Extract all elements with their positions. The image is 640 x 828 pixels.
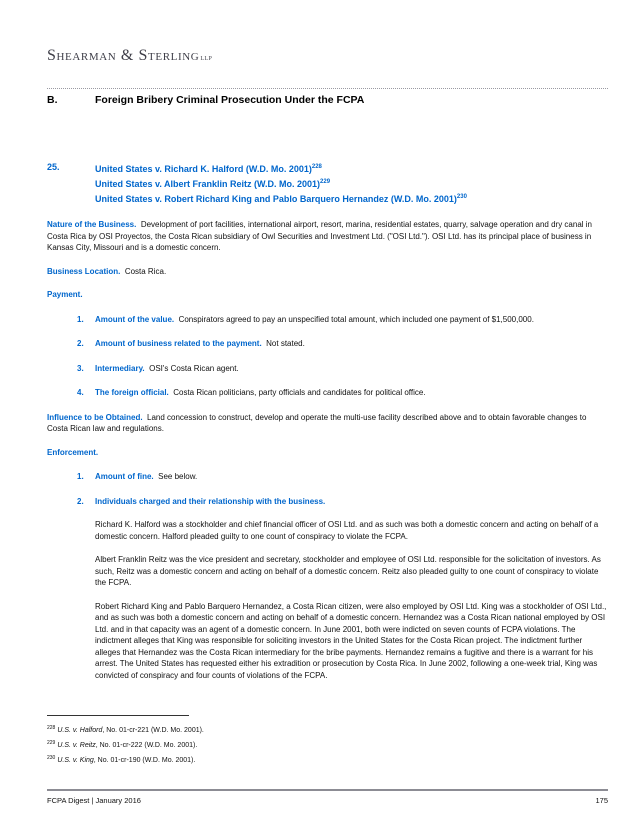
footnote-229 (47, 738, 608, 753)
header-divider (47, 88, 608, 89)
footnote-citation: , No. 01-cr-222 (W.D. Mo. 2001). (95, 742, 198, 749)
business-location-text: Costa Rica. (124, 266, 167, 276)
halford-paragraph: Richard K. Halford was a stockholder and chief financial officer of OSI Ltd. and as such was both a domestic concern and acting on behalf of a domestic concern. Halford pleaded guilty to one count of conspiracy to violate the FCPA. (95, 520, 599, 541)
nature-of-business-text: Development of port facilities, international airport, resort, marina, residential estates, quarry, salvage operation and dry canal in Costa Rica by OSI Proyectos, the Costa Rican subsidiary of Owl Securities and Investment Ltd. ("OSI Ltd."). OSI Ltd. has its principal place of business in Kansas City, Missouri and is a domestic concern. (47, 220, 593, 252)
footer-publication: FCPA Digest | January 2016 (47, 796, 141, 805)
footnote-ref: 229 (320, 179, 331, 185)
item-number: 2. (77, 339, 84, 348)
footnote-ref: 230 (456, 194, 467, 200)
footnote-case-name: U.S. v. King (57, 757, 94, 764)
case-number: 25. (47, 162, 60, 172)
case-title-text: United States v. Richard K. Halford (W.D. Mo. 2001) (95, 164, 312, 174)
payment-heading: Payment. (47, 290, 83, 299)
item-number: 1. (77, 314, 84, 324)
case-heading (47, 162, 608, 207)
item-number: 3. (77, 363, 84, 373)
footnote-228 (47, 723, 608, 738)
item-number: 1. (77, 472, 84, 481)
footnote-number: 230 (47, 754, 56, 761)
item-text: Amount of business related to the payment. Not stated. (95, 339, 305, 348)
business-location-paragraph (47, 266, 608, 278)
enforcement-item-2 (77, 496, 608, 508)
king-hernandez-paragraph: Robert Richard King and Pablo Barquero Hernandez, a Costa Rican citizen, were also employed by OSI Ltd. King was a stockholder of OSI Ltd., and as such was both a domestic concern and acting on behalf of a domestic concern. Hernandez was a Costa Rican national employed by OSI Ltd. and in that capacity was an agent of a domestic concern. In June 2001, both were indicted on seven counts of FCPA violations. The indictment alleges that King was responsible for soliciting investors in the United States for the Costa Rican project. The indictment further alleges that Hernandez was the Costa Rican intermediary for the bribe payments. Hernandez remains a fugitive and there is a warrant for his arrest. The United States has requested either his extradition or prosecution by Costa Rica. In June 2002, following a one-week trial, King was convicted of conspiracy and four counts of violations of the FCPA. (95, 601, 607, 680)
item-text: Amount of fine. See below. (95, 472, 198, 481)
enforcement-item-1 (77, 471, 608, 483)
case-title (95, 162, 608, 177)
firm-logo-llp: llp (200, 53, 213, 62)
footnote-230 (47, 753, 608, 768)
section-heading (47, 94, 608, 106)
payment-item-2 (77, 338, 608, 350)
document-body (47, 162, 608, 681)
case-title-list (95, 162, 608, 207)
footnote-divider (47, 715, 189, 716)
page-footer (47, 796, 608, 805)
payment-item-4 (77, 387, 608, 399)
footnotes-section (47, 715, 608, 768)
footnote-number: 228 (47, 724, 56, 731)
influence-paragraph (47, 412, 608, 435)
footnote-ref: 228 (311, 164, 322, 170)
footnote-citation: , No. 01-cr-221 (W.D. Mo. 2001). (102, 727, 204, 734)
reitz-paragraph: Albert Franklin Reitz was the vice president and secretary, stockholder and employee of OSI Ltd. responsible for the solicitation of investors. As such, Reitz was a domestic concern and acting on behalf of a domestic concern. Reitz also pleaded guilty to one count of conspiracy to violate the FCPA. (95, 555, 601, 587)
business-location-label: Business Location. (47, 266, 121, 276)
case-title-text: United States v. Robert Richard King and Pablo Barquero Hernandez (W.D. Mo. 2001) (95, 194, 457, 204)
enforcement-heading: Enforcement. (47, 447, 99, 457)
section-title: Foreign Bribery Criminal Prosecution Under the FCPA (95, 94, 365, 106)
footnote-number: 229 (47, 739, 56, 746)
firm-logo-name: Shearman & Sterling (47, 47, 200, 64)
payment-item-1 (77, 314, 608, 326)
firm-logo (47, 47, 212, 65)
item-number: 4. (77, 388, 84, 397)
item-number: 2. (77, 496, 84, 506)
footnote-case-name: U.S. v. Reitz (57, 742, 96, 749)
footer-page-number: 175 (595, 796, 608, 805)
item-text: Intermediary. OSI's Costa Rican agent. (95, 363, 239, 373)
payment-item-3 (77, 363, 608, 375)
item-text: Amount of the value. Conspirators agreed to pay an unspecified total amount, which included one payment of $1,500,000. (95, 314, 534, 324)
nature-of-business-label: Nature of the Business. (47, 220, 137, 229)
nature-of-business-paragraph (47, 219, 608, 254)
case-title (95, 177, 608, 192)
influence-text: Land concession to construct, develop and operate the multi-use facility described above and to obtain favorable changes to Costa Rican law and regulations. (47, 412, 587, 433)
item-text: Individuals charged and their relationship with the business. (95, 496, 326, 506)
influence-label: Influence to be Obtained. (47, 412, 143, 422)
footnote-citation: , No. 01-cr-190 (W.D. Mo. 2001). (93, 757, 196, 764)
footnote-case-name: U.S. v. Halford (57, 727, 103, 734)
footer-divider (47, 789, 608, 791)
section-number: B. (47, 94, 58, 106)
case-title-text: United States v. Albert Franklin Reitz (W.D. Mo. 2001) (95, 179, 321, 189)
item-text: The foreign official. Costa Rican politicians, party officials and candidates for political office. (95, 388, 426, 397)
case-title (95, 192, 608, 207)
